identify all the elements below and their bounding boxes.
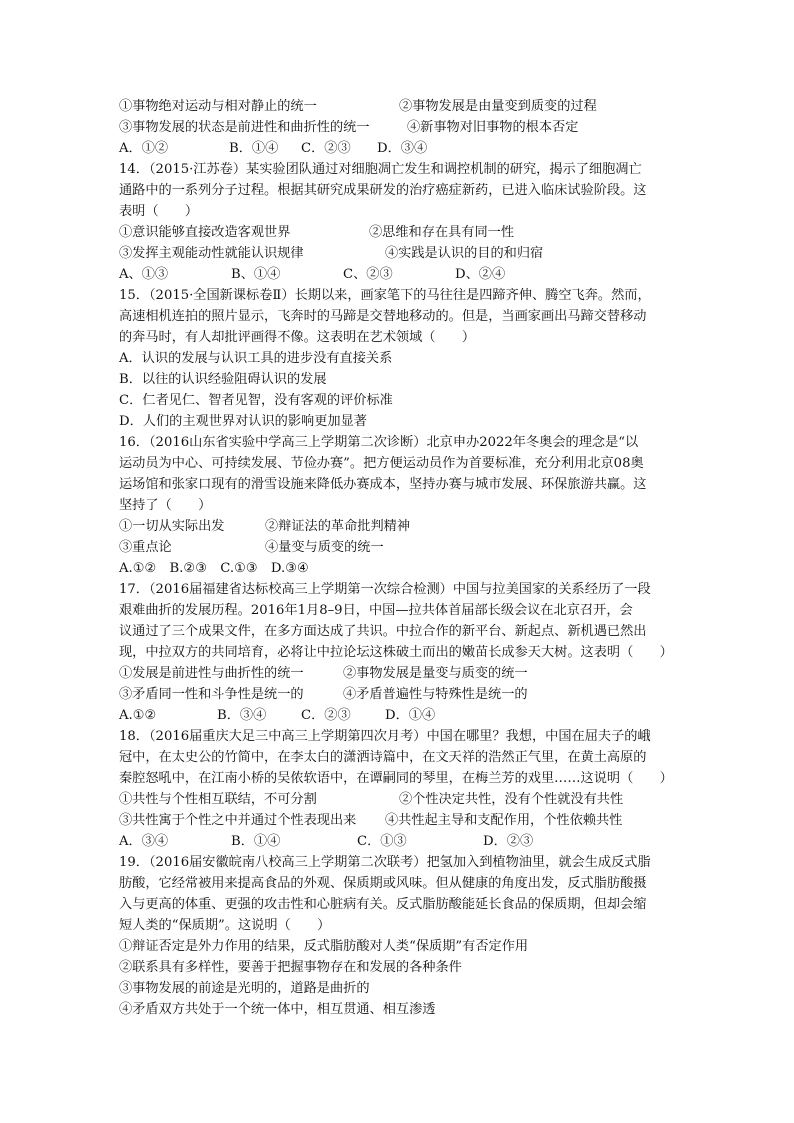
q17-option-3: ③矛盾同一性和斗争性是统一的 (119, 687, 304, 702)
q13-options-row-1 (119, 96, 679, 117)
q16-stem-line-2: 运动员为中心、可持续发展、节俭办赛”。把方便运动员作为首要标准，充分利用北京08奥 (119, 456, 644, 471)
q15-option-a: A．认识的发展与认识工具的进步没有直接关系 (119, 351, 393, 366)
q17-options-row-2 (119, 684, 679, 705)
q13-answer-b: B．①④ (229, 141, 279, 156)
q17-stem-line-1: 17．（2016届福建省达标校高三上学期第一次综合检测）中国与拉美国家的关系经历了一段 (119, 582, 651, 597)
q15-stem-line-2: 高速相机连拍的照片显示，飞奔时的马蹄是交替地移动的。但是，当画家画出马蹄交替移动 (119, 309, 647, 324)
q14-stem-line-3: 表明（ ） (119, 204, 199, 219)
q17-answer-a: A.①② (119, 708, 157, 723)
q13-answer-a: A．①② (119, 141, 169, 156)
q17-answer-c: C．②③ (301, 708, 351, 723)
q13-answers (119, 138, 679, 159)
q18-answer-c: C．①③ (357, 834, 407, 849)
q15-option-c: C．仁者见仁、智者见智，没有客观的评价标准 (119, 393, 393, 408)
q19-stem-line-2: 肪酸，它经常被用来提高食品的外观、保质期或风味。但从健康的角度出发，反式脂肪酸摄 (119, 876, 647, 891)
q18-option-3: ③共性寓于个性之中并通过个性表现出来 (119, 813, 357, 828)
q16-stem-line-3: 运场馆和张家口现有的滑雪设施来降低办赛成本，坚持办赛与城市发展、环保旅游共赢。这 (119, 477, 647, 492)
q17-stem-line-3: 议通过了三个成果文件，在多方面达成了共识。中拉合作的新平台、新起点、新机遇已然出 (119, 624, 647, 639)
q17-option-4: ④矛盾普遍性与特殊性是统一的 (343, 687, 528, 702)
q16-options-row-1 (119, 516, 679, 537)
q14-option-2: ②思维和存在具有同一性 (369, 225, 515, 240)
exam-page (119, 96, 679, 1020)
q15-stem-line-1: 15．（2015·全国新课标卷Ⅱ）长期以来，画家笔下的马往往是四蹄齐伸、腾空飞奔。然而， (119, 288, 651, 303)
q14-answer-a: A、①③ (119, 267, 169, 282)
q19-option-2: ②联系具有多样性，要善于把握事物存在和发展的各种条件 (119, 960, 462, 975)
q13-option-4: ④新事物对旧事物的根本否定 (407, 120, 579, 135)
q13-answer-c: C．②③ (301, 141, 351, 156)
q18-options-row-1 (119, 789, 679, 810)
q14-option-3: ③发挥主观能动性就能认识规律 (119, 246, 304, 261)
q14-answer-c: C、②③ (343, 267, 393, 282)
q17-answer-b: B．③④ (217, 708, 267, 723)
q18-stem-line-3: 秦腔怒吼中，在江南小桥的吴侬软语中，在谭嗣同的琴里，在梅兰芳的戏里……这说明（ ） (119, 771, 673, 786)
q14-stem-line-2: 通路中的一系列分子过程。根据其研究成果研发的治疗癌症新药，已进入临床试验阶段。这 (119, 183, 647, 198)
q18-answer-d: D．②③ (483, 834, 534, 849)
q19-stem-line-1: 19．（2016届安徽皖南八校高三上学期第二次联考）把氢加入到植物油里，就会生成反式脂 (119, 855, 651, 870)
q19-option-1: ①辩证否定是外力作用的结果，反式脂肪酸对人类“保质期”有否定作用 (119, 939, 529, 954)
q15-option-b: B．以往的认识经验阻碍认识的发展 (119, 372, 327, 387)
q13-option-2: ②事物发展是由量变到质变的过程 (399, 99, 597, 114)
q18-stem-line-2: 冠中，在太史公的竹简中，在李太白的潇洒诗篇中，在文天祥的浩然正气里，在黄土高原的 (119, 750, 647, 765)
q16-answers: A.①② B.②③ C.①③ D.③④ (119, 561, 309, 576)
q18-answer-b: B．①④ (231, 834, 281, 849)
q18-options-row-2 (119, 810, 679, 831)
q16-stem-line-4: 坚持了（ ） (119, 498, 212, 513)
q14-option-4: ④实践是认识的目的和归宿 (385, 246, 544, 261)
q16-options-row-2 (119, 537, 679, 558)
q14-options-row-1 (119, 222, 679, 243)
q13-answer-d: D．③④ (377, 141, 428, 156)
q16-stem-line-1: 16．（2016山东省实验中学高三上学期第二次诊断）北京申办2022年冬奥会的理念是“以 (119, 435, 639, 450)
q17-options-row-1 (119, 663, 679, 684)
q14-stem-line-1: 14．（2015·江苏卷）某实验团队通过对细胞凋亡发生和调控机制的研究，揭示了细胞凋亡 (119, 162, 642, 177)
q18-answer-a: A．③④ (119, 834, 169, 849)
q17-answers (119, 705, 679, 726)
q13-option-3: ③事物发展的状态是前进性和曲折性的统一 (119, 120, 370, 135)
q14-options-row-2 (119, 243, 679, 264)
q15-option-d: D．人们的主观世界对认识的影响更加显著 (119, 414, 367, 429)
q14-option-1: ①意识能够直接改造客观世界 (119, 225, 291, 240)
q17-answer-d: D．①④ (385, 708, 436, 723)
q19-option-3: ③事物发展的前途是光明的，道路是曲折的 (119, 981, 370, 996)
q18-option-4: ④共性起主导和支配作用，个性依赖共性 (385, 813, 623, 828)
q14-answer-b: B、①④ (231, 267, 281, 282)
q13-options-row-2 (119, 117, 679, 138)
q16-option-3: ③重点论 (119, 540, 172, 555)
q17-stem-line-2: 艰难曲折的发展历程。2016年1月8–9日，中国—拉共体首届部长级会议在北京召开，会 (119, 603, 633, 618)
q18-answers (119, 831, 679, 852)
q19-option-4: ④矛盾双方共处于一个统一体中，相互贯通、相互渗透 (119, 1002, 436, 1017)
q15-stem-line-3: 的奔马时，有人却批评画得不像。这表明在艺术领域（ ） (119, 330, 476, 345)
q13-option-1: ①事物绝对运动与相对静止的统一 (119, 99, 317, 114)
q18-stem-line-1: 18．（2016届重庆大足三中高三上学期第四次月考）中国在哪里？我想，中国在屈夫子的峨 (119, 729, 651, 744)
q14-answers (119, 264, 679, 285)
q16-option-4: ④量变与质变的统一 (265, 540, 384, 555)
q19-stem-line-4: 短人类的“保质期”。这说明（ ） (119, 918, 331, 933)
q16-option-1: ①一切从实际出发 (119, 519, 225, 534)
q19-stem-line-3: 入与更高的体重、更强的攻击性和心脏病有关。反式脂肪酸能延长食品的保质期，但却会缩 (119, 897, 647, 912)
q17-option-1: ①发展是前进性与曲折性的统一 (119, 666, 304, 681)
q16-option-2: ②辩证法的革命批判精神 (265, 519, 411, 534)
q17-stem-line-4: 现，中拉双方的共同培育，必将让中拉论坛这株破土而出的嫩苗长成参天大树。这表明（ ） (119, 645, 673, 660)
q18-option-2: ②个性决定共性，没有个性就没有共性 (399, 792, 624, 807)
q18-option-1: ①共性与个性相互联结，不可分割 (119, 792, 317, 807)
q17-option-2: ②事物发展是量变与质变的统一 (343, 666, 528, 681)
q14-answer-d: D、②④ (455, 267, 506, 282)
